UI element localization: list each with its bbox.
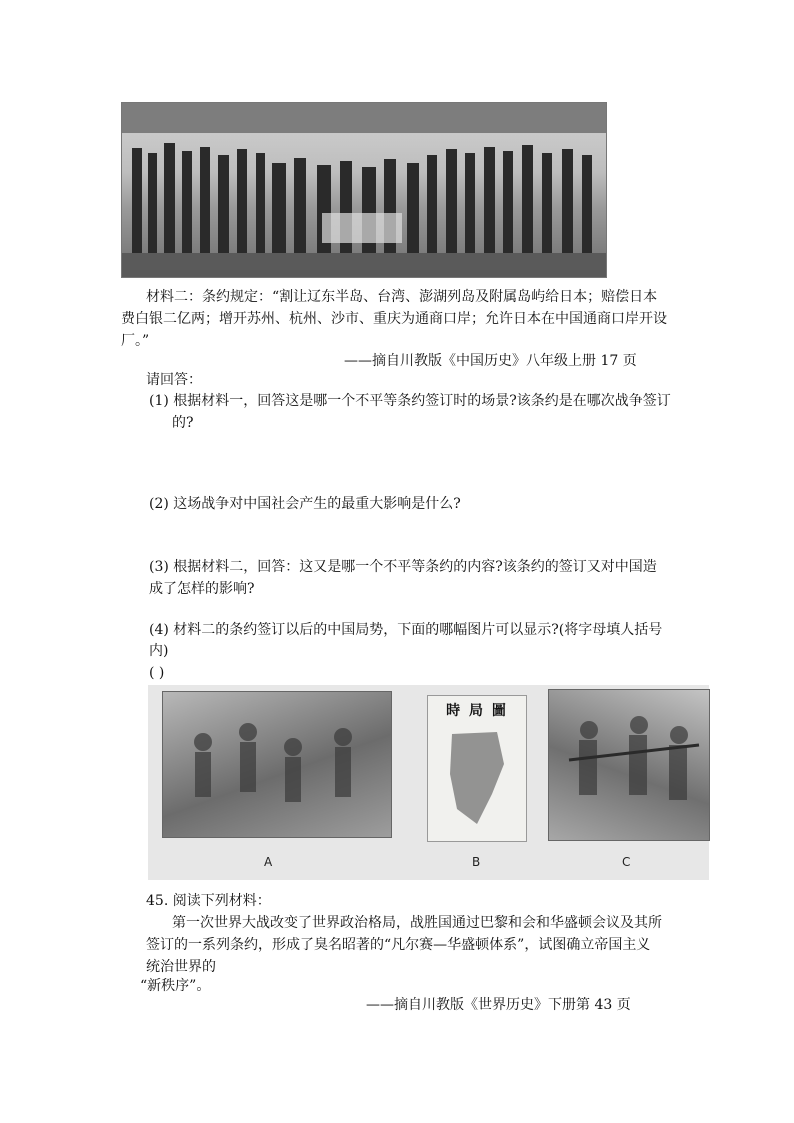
relief-b-image [427, 695, 527, 842]
figure-label-c: C [622, 855, 631, 869]
relief-c-icon [549, 690, 709, 840]
material2-line-3: 厂。” [121, 333, 150, 349]
question-2: (2) 这场战争对中国社会产生的最重大影响是什么? [149, 496, 461, 512]
q45-title: 45. 阅读下列材料： [146, 893, 271, 909]
relief-a-icon [163, 692, 391, 837]
figure-label-b: B [472, 855, 481, 869]
relief-a-image [162, 691, 392, 838]
answer-prompt: 请回答： [146, 372, 202, 388]
shiju-tu-title: 時 局 圖 [446, 703, 508, 719]
q45-line-1: 第一次世界大战改变了世界政治格局，战胜国通过巴黎和会和华盛顿会议及其所 [172, 915, 662, 931]
question-1-line-2: 的? [172, 415, 194, 431]
question-4-line-2: 内) [149, 643, 169, 659]
q45-line-3: 统治世界的 [146, 959, 216, 975]
q45-source: ——摘自川教版《世界历史》下册第 43 页 [366, 997, 631, 1013]
treaty-signing-photo [121, 102, 607, 278]
map-icon [442, 724, 512, 834]
question-3-line-1: (3) 根据材料二，回答：这又是哪一个不平等条约的内容?该条约的签订又对中国造 [149, 559, 657, 575]
question-1-line-1: (1) 根据材料一，回答这是哪一个不平等条约签订时的场景?该条约是在哪次战争签订 [149, 393, 671, 409]
material2-source: ——摘自川教版《中国历史》八年级上册 17 页 [344, 353, 637, 369]
photo-figures-icon [122, 103, 606, 277]
figure-label-a: A [264, 855, 273, 869]
answer-blank[interactable]: ( ) [149, 665, 165, 681]
material2-line-1: 材料二：条约规定：“割让辽东半岛、台湾、澎湖列岛及附属岛屿给日本；赔偿日本 [146, 289, 658, 305]
material2-line-2: 费白银二亿两；增开苏州、杭州、沙市、重庆为通商口岸；允许日本在中国通商口岸开设 [121, 311, 667, 327]
relief-figures [148, 685, 709, 880]
question-3-line-2: 成了怎样的影响? [149, 581, 255, 597]
q45-line-4: “新秩序”。 [140, 978, 211, 994]
q45-line-2: 签订的一系列条约，形成了臭名昭著的“凡尔赛—华盛顿体系”，试图确立帝国主义 [146, 937, 651, 953]
relief-c-image [548, 689, 710, 841]
question-4-line-1: (4) 材料二的条约签订以后的中国局势，下面的哪幅图片可以显示?(将字母填人括号 [149, 622, 663, 638]
